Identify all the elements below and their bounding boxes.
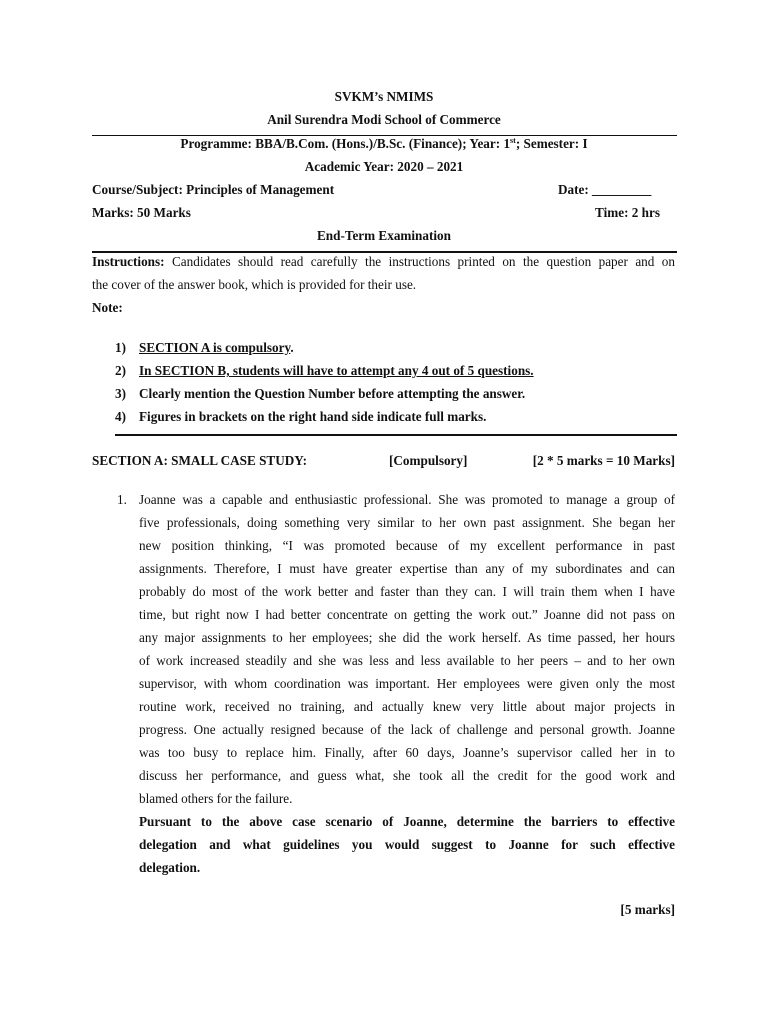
case-prompt-line: Pursuant to the above case scenario of Joanne, determine the barriers to effective <box>139 814 675 829</box>
case-line: time, but right now I had better concentrate on getting the work out.” Joanne did not pass on <box>139 607 675 622</box>
case-line: probably do most of the work better and faster than they can. I will train them when I have <box>139 584 675 599</box>
notes-list <box>115 336 585 428</box>
case-line: assignments. Therefore, I must have greater expertise than any of my subordinates and can <box>139 561 675 576</box>
case-line: discuss her performance, and guess what, she took all the credit for the good work and <box>139 768 675 783</box>
school-name: Anil Surendra Modi School of Commerce <box>267 112 501 127</box>
section-a-title: SECTION A: SMALL CASE STUDY: <box>92 453 307 468</box>
notes-rule <box>115 434 677 436</box>
semester-text: ; Semester: I <box>515 136 588 151</box>
instructions-line-2: the cover of the answer book, which is provided for their use. <box>92 277 417 292</box>
case-prompt-line: delegation and what guidelines you would suggest to Joanne for such effective <box>139 837 675 852</box>
year-superscript: st <box>510 136 516 145</box>
exam-time: Time: 2 hrs <box>595 205 660 220</box>
case-line: new position thinking, “I was promoted because of my excellent performance in past <box>139 538 675 553</box>
case-line: blamed others for the failure. <box>139 791 293 806</box>
case-line: any major assignments to her employees; she did the work herself. As time passed, her hours <box>139 630 675 645</box>
case-prompt-line: delegation. <box>139 860 201 875</box>
case-line: five professionals, doing something very similar to her own past assignment. She began her <box>139 515 675 530</box>
case-line: routine work, received no training, and actually knew very little about major projects in <box>139 699 675 714</box>
institute-name: SVKM’s NMIMS <box>334 89 434 104</box>
course-subject: Course/Subject: Principles of Management <box>92 182 335 197</box>
note-label: Note: <box>92 300 123 315</box>
case-study-text <box>139 488 675 879</box>
academic-year: Academic Year: 2020 – 2021 <box>304 159 464 174</box>
section-a-marks: [2 * 5 marks = 10 Marks] <box>532 453 675 468</box>
case-line: progress. One actually resigned because of the lack of challenge and personal growth. Joanne <box>139 722 675 737</box>
programme-text: Programme: BBA/B.Com. (Hons.)/B.Sc. (Finance); Year: 1 <box>180 136 511 151</box>
total-marks: Marks: 50 Marks <box>92 205 191 220</box>
exam-title: End-Term Examination <box>317 228 451 243</box>
instructions-text-1: Candidates should read carefully the instructions printed on the question paper and on <box>164 254 675 269</box>
note-item: 4) Figures in brackets on the right hand side indicate full marks. <box>115 409 487 424</box>
note-item: 3) Clearly mention the Question Number before attempting the answer. <box>115 386 526 401</box>
programme-line <box>0 132 768 155</box>
question-number: 1. <box>117 492 127 507</box>
section-a-compulsory: [Compulsory] <box>389 453 468 468</box>
exam-date: Date: _________ <box>558 182 652 197</box>
note-item: 1) SECTION A is compulsory. <box>115 340 294 355</box>
instructions-line-1 <box>92 250 675 273</box>
case-line: was too busy to replace him. Finally, after 60 days, Joanne’s supervisor called her in to <box>139 745 675 760</box>
case-line: supervisor, with whom coordination was important. Her employees were given only the most <box>139 676 675 691</box>
case-line: Joanne was a capable and enthusiastic professional. She was promoted to manage a group of <box>139 492 675 507</box>
instructions-label: Instructions: <box>92 254 165 269</box>
case-line: of work increased steadily and she was less and less available to her peers – and to her own <box>139 653 675 668</box>
note-item: 2) In SECTION B, students will have to attempt any 4 out of 5 questions. <box>115 363 534 378</box>
question-marks: [5 marks] <box>620 902 675 917</box>
